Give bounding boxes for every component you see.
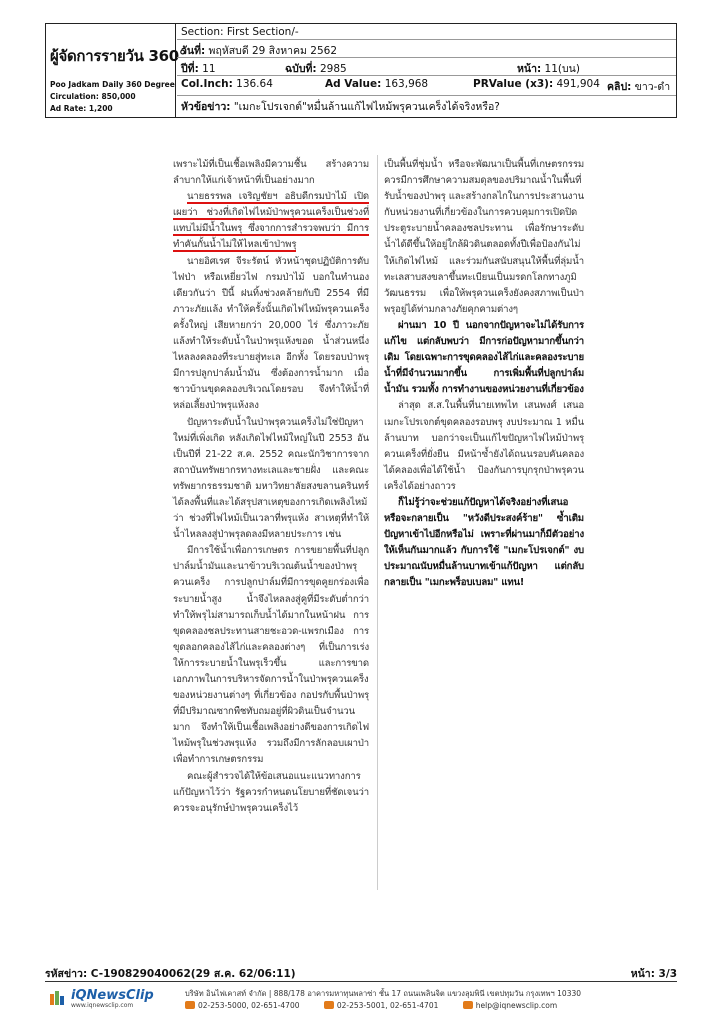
- fax-number: 02-253-5001, 02-651-4701: [336, 1001, 439, 1010]
- circulation: Circulation: 850,000: [50, 92, 136, 101]
- section: Section: First Section/-: [181, 26, 299, 38]
- contact-row: [185, 1001, 579, 1010]
- headline-label: หัวข้อข่าว:: [181, 101, 231, 113]
- paragraph: เพราะไม้ที่เป็นเชื้อเพลิงมีความชื้น สร้างความลำบากให้แก่เจ้าหน้าที่เป็นอย่างมาก: [173, 159, 369, 187]
- year-value: 11: [202, 63, 216, 75]
- paragraph: ล่าสุด ส.ส.ในพื้นที่นายเทพไท เสนพงศ์ เสนอเมกะโปรเจกต์ขุดคลองรอบพรุ งบประมาณ 1 หมื่นล้านบาท บอกว่าจะเป็นแก้ไขปัญหาไฟไหม้ป่าพรุควนเคร็งที่ยั่งยืน มีหน้าซ้ำยังได้ถนนรอบคันคลอง ได้คลองเพื่อได้ใช้น้ำ ป้องกันการบุกรุกป่าพรุควนเคร็งได้อย่างถาวร: [384, 400, 584, 492]
- clip-value: ขาว-ดำ: [634, 81, 671, 93]
- headline-row: [177, 98, 676, 115]
- logo-text: iQNewsClip: [71, 988, 154, 1003]
- paragraph-bold: ผ่านมา 10 ปี นอกจากปัญหาจะไม่ได้รับการแก้ไข แต่กลับพบว่า มีการก่อปัญหามากขึ้นกว่าเดิม โดยเฉพาะการขุดคลองไส้ไก่และคลองระบายน้ำที่มีจำนวนมากขึ้น การเพิ่มพื้นที่ปลูกปาล์มน้ำมัน รวมทั้ง การทำงานของหน่วยงานที่เกี่ยวข้อง: [384, 319, 584, 396]
- article-column-right: [384, 157, 584, 592]
- paragraph-highlighted: [173, 189, 369, 253]
- advalue-value: 163,968: [384, 78, 429, 90]
- year-label: ปีที่:: [181, 63, 199, 75]
- phone-icon: [185, 1001, 195, 1009]
- ad-rate: Ad Rate: 1,200: [50, 104, 113, 113]
- issue-value: 2985: [319, 63, 347, 75]
- colinch-value: 136.64: [236, 78, 273, 90]
- date-row: [177, 40, 676, 58]
- news-code: รหัสข่าว: C-190829040062(29 ส.ค. 62/06:11): [45, 968, 296, 980]
- clip-label: คลิป:: [607, 81, 632, 93]
- provider-footer: [45, 984, 677, 1014]
- metadata-grid: [177, 24, 676, 117]
- email-icon: [463, 1001, 473, 1009]
- logo-url: www.iqnewsclip.com: [71, 1002, 134, 1009]
- column-divider: [377, 155, 378, 890]
- publication-english-name: Poo Jadkam Daily 360 Degree: [50, 80, 175, 89]
- paragraph-bold: ก็ไม่รู้ว่าจะช่วยแก้ปัญหาได้จริงอย่างที่เสนอ หรือจะกลายเป็น "หวังดีประสงค์ร้าย" ซ้ำเติมปัญหาเข้าไปอีกหรือไม่ เพราะที่ผ่านมาก็มีตัวอย่างให้เห็นกันมากแล้ว กับการใช้ "เมกะโปรเจกต์" งบประมาณนับหมื่นล้านบาทเข้าแก้ปัญหา แต่กลับกลายเป็น "เมกะพร็อบเบลม" แทน!: [384, 496, 584, 589]
- phone-number: 02-253-5000, 02-651-4700: [198, 1001, 300, 1010]
- page-label: หน้า:: [517, 63, 542, 75]
- article-column-left: [173, 157, 369, 817]
- date-label: วันที่:: [181, 45, 206, 57]
- section-row: [177, 24, 676, 40]
- paragraph: นายอิศเรศ จีระรัตน์ หัวหน้าชุดปฏิบัติการดับไฟป่า หรือเหยี่ยวไฟ กรมป่าไม้ บอกในทำนองเดียวกันว่า ปีนี้ ฝนทิ้งช่วงคล้ายกับปี 2554 ที่มีภาวะภัยแล้ง ทำให้ครั้งนั้นเกิดไฟไหม้พรุควนเคร็งครั้งใหญ่ เสียหายกว่า 20,000 ไร่ ซึ่งภาวะภัยแล้งทำให้ระดับน้ำในป่าพรุแห้งขอด น้ำส่วนหนึ่งไหลลงคลองที่ระบายสู่ทะเล อีกทั้ง โดยรอบป่าพรุมีการปลูกปาล์มน้ำมัน ซึ่งต้องการน้ำมาก เมื่อชาวบ้านขุดคลองบริเวณโดยรอบ จึงทำให้น้ำที่หล่อเลี้ยงป่าพรุแห้งลง: [173, 255, 369, 412]
- value-row: [177, 76, 676, 96]
- advalue-label: Ad Value:: [325, 78, 382, 90]
- prvalue-label: PRValue (x3):: [473, 78, 554, 90]
- underlined-quote: นายธรรพล เจริญชัยฯ อธิบดีกรมป่าไม้ เปิดเผยว่า ช่วงที่เกิดไฟไหม้ป่าพรุควนเคร็งเป็นช่วงที่แทบไม่มีน้ำในพรุ ซึ่งจากการสำรวจพบว่า มีการทำคันกั้นน้ำไม่ให้ไหลเข้าป่าพรุ: [173, 191, 369, 251]
- paragraph: เป็นพื้นที่ชุ่มน้ำ หรือจะพัฒนาเป็นพื้นที่เกษตรกรรม ควรมีการศึกษาความสมดุลของปริมาณน้ำในพื้นที่รับน้ำของป่าพรุ และสร้างกลไกในการประสานงานกับหน่วยงานที่เกี่ยวข้องในการควบคุมการเปิดปิดประตูระบายน้ำคลองชลประทาน เพื่อรักษาระดับน้ำได้ดีขึ้นให้อยู่ใกล้ผิวดินตลอดทั้งปีเพื่อป้องกันไม่ให้เกิดไฟไหม้ และร่วมกันสนับสนุนให้พื้นที่ลุ่มน้ำทะเลสาบสงขลาขึ้นทะเบียนเป็นมรดกโลกทางภูมิวัฒนธรรม เพื่อให้พรุควนเคร็งยังคงสภาพเป็นป่าพรุอยู่ได้ท่ามกลางภัยคุกคามต่างๆ: [384, 159, 584, 315]
- page-count: หน้า: 3/3: [630, 968, 677, 980]
- company-address: บริษัท อินไฟเคาสท์ จำกัด | 888/178 อาคารมหาทุนพลาซ่า ชั้น 17 ถนนเพลินจิต แขวงลุมพินี เขตปทุมวัน กรุงเทพฯ 10330: [185, 989, 582, 998]
- paragraph: ปัญหาระดับน้ำในป่าพรุควนเคร็งไม่ใช่ปัญหาใหม่ที่เพิ่งเกิด หลังเกิดไฟไหม้ใหญ่ในปี 2553 อันเป็นปีที่ 21-22 ส.ค. 2552 คณะนักวิชาการจากสถาบันทรัพยากรทางทะเลและชายฝั่ง และคณะทรัพยากรธรรมชาติ มหาวิทยาลัยสงขลานครินทร์ ได้ลงพื้นที่และได้สรุปสาเหตุของการเกิดเพลิงไหม้ว่า ช่วงที่ไฟไหม้เป็นเวลาที่พรุแห้ง สาเหตุที่ทำให้น้ำไหลลงสู่ป่าพรุลดลงมีหลายประการ เช่น: [173, 416, 369, 541]
- fax-icon: [324, 1001, 334, 1009]
- headline-value: "เมกะโปรเจกต์"หมื่นล้านแก้ไฟไหม้พรุควนเคร็งได้จริงหรือ?: [233, 101, 500, 113]
- prvalue-value: 491,904: [556, 78, 600, 90]
- date-value: พฤหัสบดี 29 สิงหาคม 2562: [208, 45, 338, 57]
- paragraph: คณะผู้สำรวจได้ให้ข้อเสนอแนะแนวทางการแก้ปัญหาไว้ว่า รัฐควรกำหนดนโยบายที่ชัดเจนว่าควรจะอนุรักษ์ป่าพรุควนเคร็งไว้: [173, 770, 369, 814]
- iqnewsclip-logo: [49, 988, 159, 1010]
- issue-label: ฉบับที่:: [285, 63, 317, 75]
- clipping-header: [45, 23, 677, 118]
- clip-footer-meta: [45, 965, 677, 979]
- issue-row: [177, 58, 676, 76]
- logo-mark-icon: [49, 988, 71, 1006]
- page-value: 11(บน): [544, 63, 580, 75]
- footer-divider: [45, 981, 677, 982]
- paragraph: มีการใช้น้ำเพื่อการเกษตร การขยายพื้นที่ปลูกปาล์มน้ำมันและนาข้าวบริเวณต้นน้ำของป่าพรุควนเคร็ง การปลูกปาล์มที่มีการขุดคูยกร่องเพื่อระบายน้ำสูง น้ำจึงไหลลงสู่คูที่มีระดับต่ำกว่าทำให้พรุไม่สามารถเก็บน้ำได้มากในหน้าฝน การขุดคลองชลประทานสายชะอวด-แพรกเมือง การขุดลอกคลองไส้ไก่และคลองต่างๆ ที่เป็นการเร่งให้การระบายน้ำในพรุเร็วขึ้น และการขาดเอกภาพในการบริหารจัดการน้ำในป่าพรุควนเคร็งของหน่วยงานต่างๆ ที่เกี่ยวข้อง กอปรกับพื้นป่าพรุที่มีปริมาณซากพืชทับถมอยู่ที่ผิวดินเป็นจำนวนมาก จึงทำให้เป็นเชื้อเพลิงอย่างดีของการเกิดไฟไหม้พรุในช่วงพรุแห้ง รวมถึงมีการลักลอบเผาป่าเพื่อทำการเกษตรกรรม: [173, 545, 369, 766]
- colinch-label: Col.Inch:: [181, 78, 233, 90]
- email-address: help@iqnewsclip.com: [475, 1001, 558, 1010]
- publication-box: [46, 24, 187, 117]
- publication-name: ผู้จัดการรายวัน 360°: [50, 47, 187, 65]
